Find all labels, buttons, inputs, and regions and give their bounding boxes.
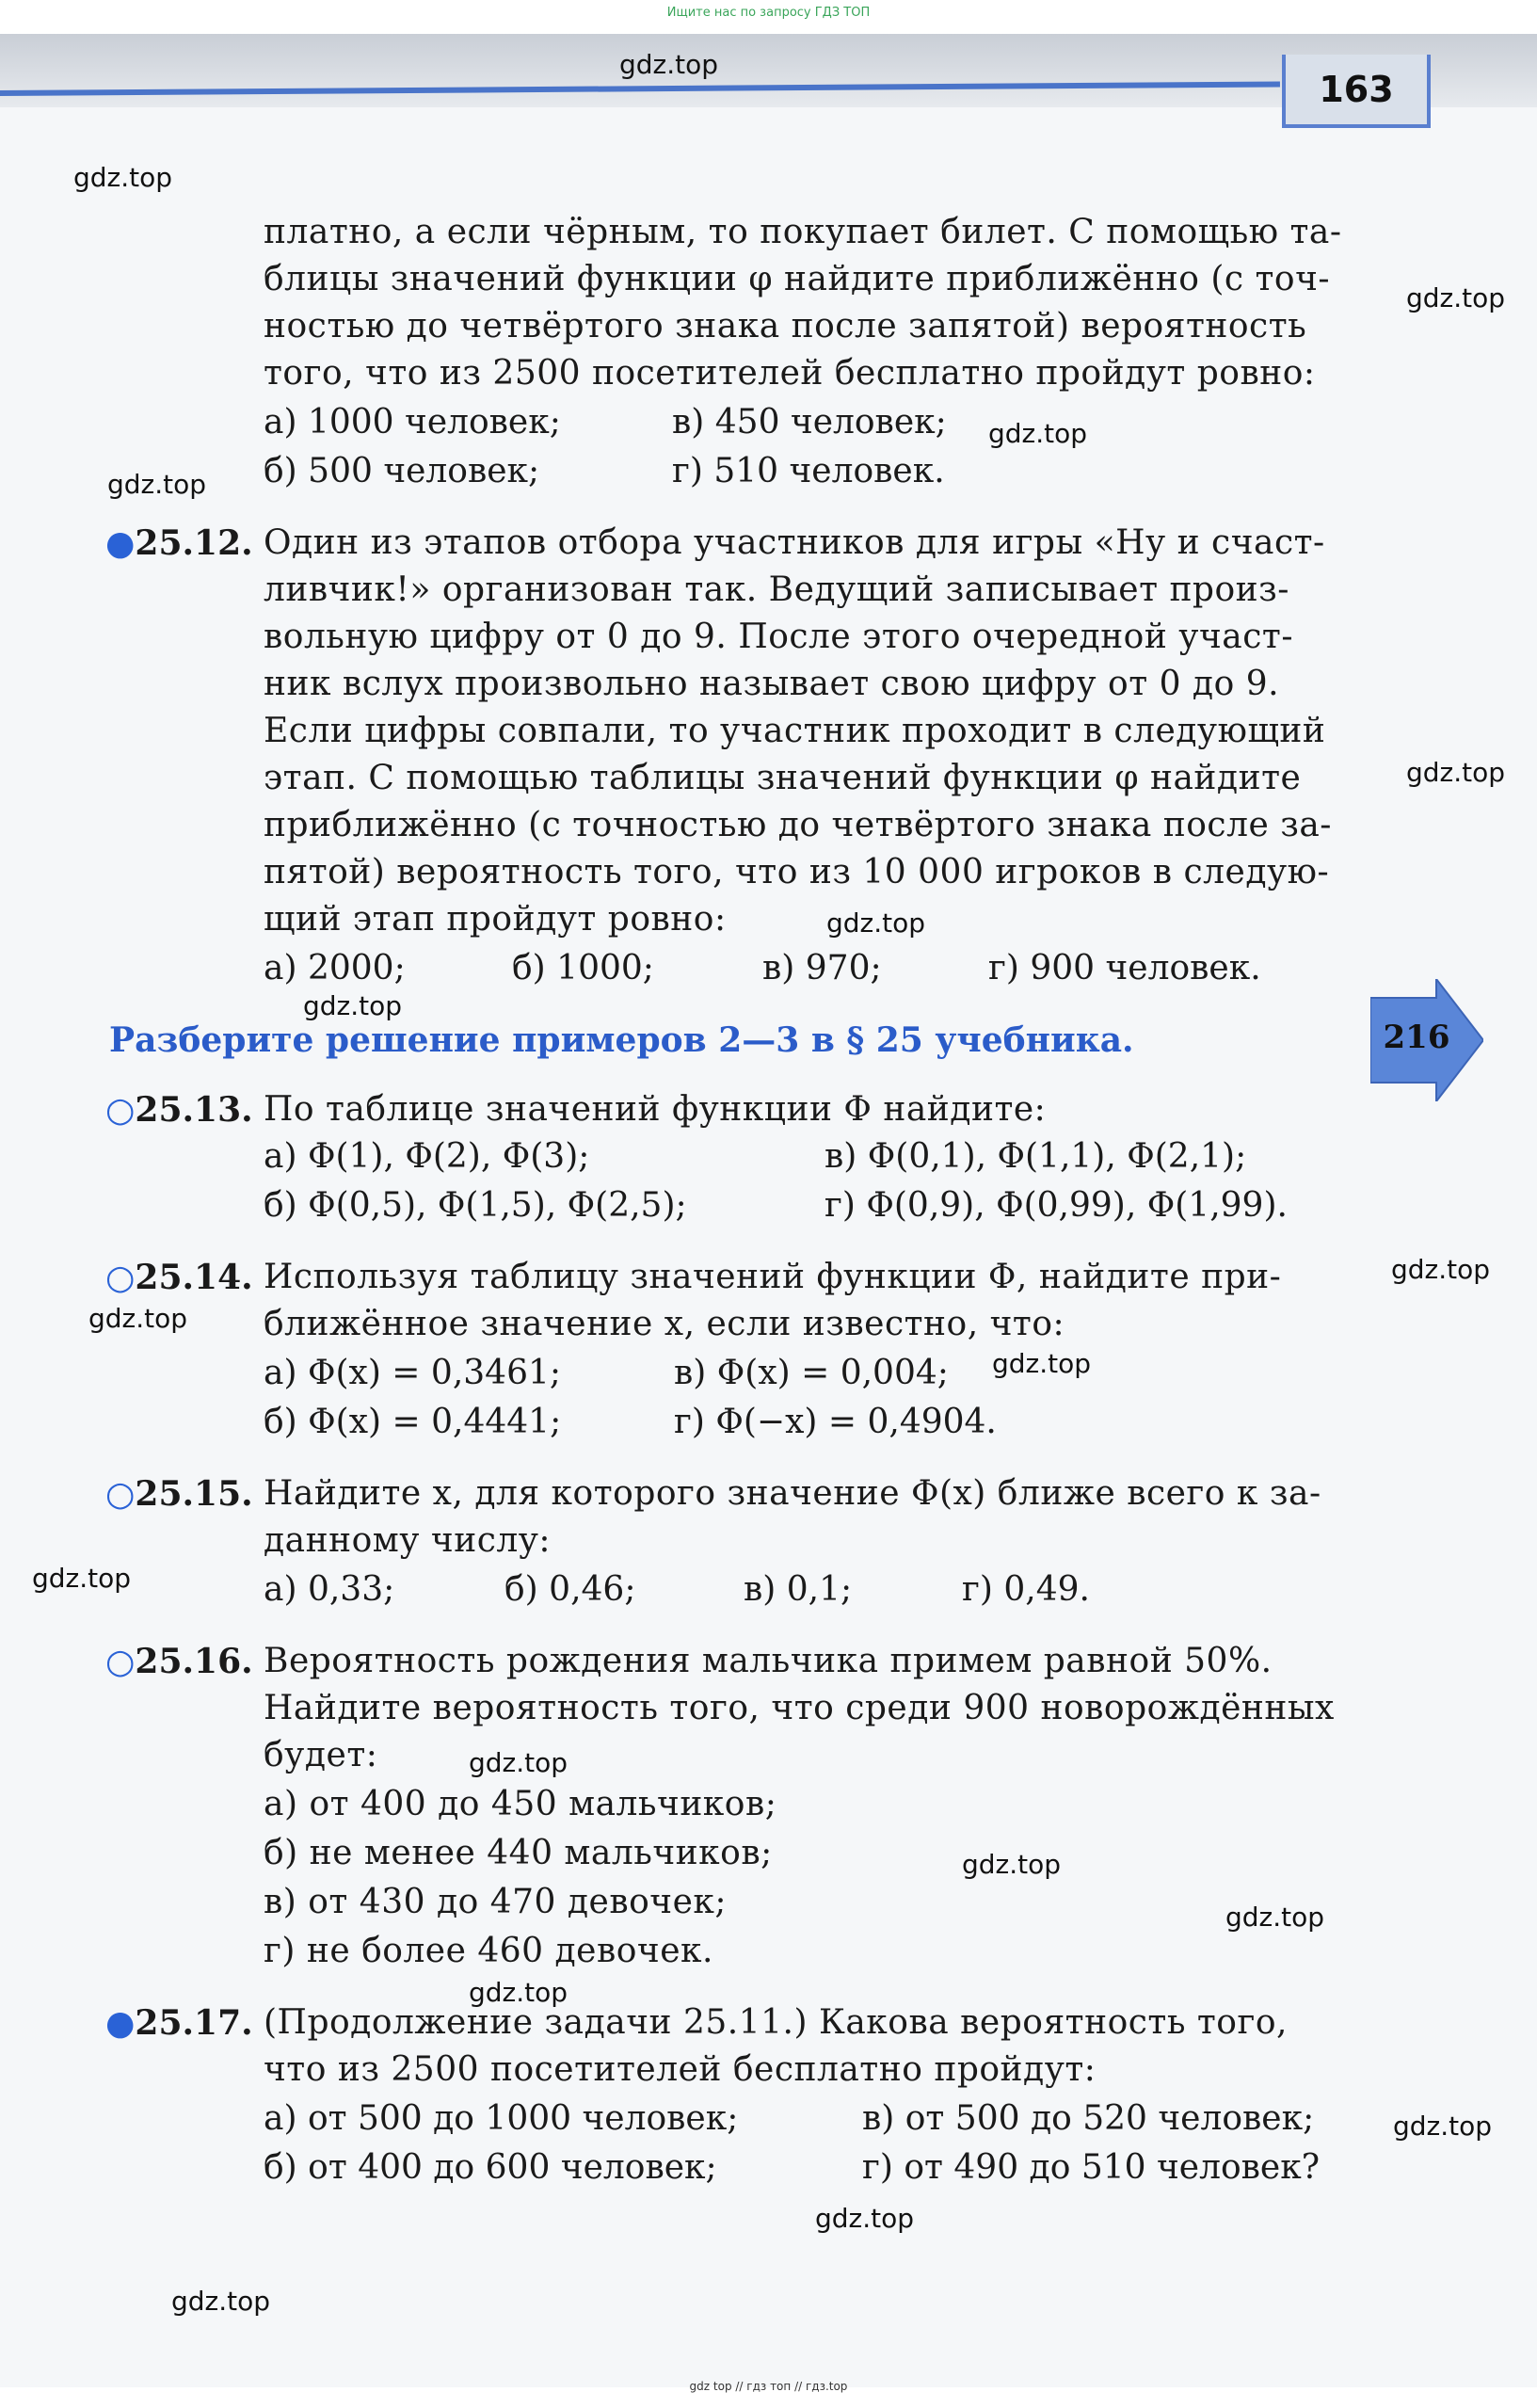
answer-option: в) 970; [762, 949, 882, 987]
answer-option: г) 900 человек. [988, 949, 1261, 987]
answer-option: в) Φ(0,1), Φ(1,1), Φ(2,1); [825, 1137, 1247, 1176]
watermark: gdz.top [32, 1563, 132, 1594]
problem-number-label: 25.14. [135, 1258, 253, 1297]
answer-option: г) от 490 до 510 человек? [862, 2148, 1320, 2187]
text-line: что из 2500 посетителей бесплатно пройдут: [264, 2050, 1097, 2089]
answer-option: б) от 400 до 600 человек; [264, 2148, 717, 2187]
watermark: gdz.top [988, 418, 1088, 449]
reference-arrow [1370, 979, 1483, 1101]
text-line: пятой) вероятность того, что из 10 000 игроков в следую- [264, 853, 1330, 891]
text-line: Используя таблицу значений функции Φ, найдите при- [264, 1258, 1282, 1296]
answer-option: г) Φ(−x) = 0,4904. [674, 1403, 997, 1441]
problem-number [105, 1470, 253, 1518]
watermark: gdz.top [815, 2203, 915, 2234]
text-line: будет: [264, 1736, 378, 1774]
hollow-circle-icon: ○ [105, 1259, 136, 1297]
text-line: ливчик!» организован так. Ведущий записывает произ- [264, 570, 1289, 609]
text-line: По таблице значений функции Φ найдите: [264, 1090, 1047, 1129]
text-line: данному числу: [264, 1521, 552, 1560]
filled-circle-icon: ● [105, 2003, 136, 2043]
answer-option: в) от 430 до 470 девочек; [264, 1883, 728, 1921]
hollow-circle-icon: ○ [105, 1091, 136, 1130]
top-banner[interactable]: Ищите нас по запросу ГДЗ ТОП [666, 6, 871, 20]
answer-option: в) 450 человек; [672, 403, 947, 441]
watermark: gdz.top [88, 1303, 188, 1334]
watermark: gdz.top [469, 1977, 568, 2008]
problem-number-label: 25.16. [135, 1642, 253, 1681]
problem-number [105, 1254, 253, 1302]
hollow-circle-icon: ○ [105, 1643, 136, 1681]
text-line: платно, а если чёрным, то покупает билет. С помощью та- [264, 213, 1342, 251]
answer-option: а) 1000 человек; [264, 403, 561, 441]
answer-option: г) 0,49. [962, 1570, 1090, 1609]
text-line: Найдите вероятность того, что среди 900 новорождённых [264, 1689, 1335, 1727]
watermark: gdz.top [107, 469, 207, 500]
answer-option: а) от 400 до 450 мальчиков; [264, 1785, 777, 1823]
problem-number [105, 1638, 253, 1686]
footer-links[interactable]: gdz top // гдз топ // гдз.top [689, 2380, 848, 2393]
text-line: Найдите x, для которого значение Φ(x) ближе всего к за- [264, 1474, 1321, 1513]
answer-option: а) Φ(1), Φ(2), Φ(3); [264, 1137, 590, 1176]
problem-number-label: 25.17. [135, 2003, 253, 2043]
problem-number-label: 25.13. [135, 1090, 253, 1130]
text-line: того, что из 2500 посетителей бесплатно пройдут ровно: [264, 354, 1316, 393]
problem-number [105, 520, 253, 567]
answer-option: а) от 500 до 1000 человек; [264, 2099, 739, 2138]
text-line: ближённое значение x, если известно, что: [264, 1305, 1065, 1343]
page-number: 163 [1282, 55, 1431, 128]
watermark: gdz.top [1406, 757, 1506, 788]
watermark: gdz.top [992, 1348, 1092, 1379]
text-line: Вероятность рождения мальчика примем равной 50%. [264, 1642, 1273, 1680]
problem-number [105, 1999, 253, 2047]
text-line: Если цифры совпали, то участник проходит в следующий [264, 712, 1326, 750]
text-line: ностью до четвёртого знака после запятой) вероятность [264, 307, 1307, 345]
watermark: gdz.top [469, 1747, 568, 1778]
answer-option: в) от 500 до 520 человек; [862, 2099, 1315, 2138]
answer-option: б) Φ(0,5), Φ(1,5), Φ(2,5); [264, 1186, 687, 1225]
text-line: приближённо (с точностью до четвёртого знака после за- [264, 806, 1332, 844]
answer-option: а) 0,33; [264, 1570, 395, 1609]
section-heading: Разберите решение примеров 2—3 в § 25 учебника. [109, 1020, 1134, 1060]
problem-number-label: 25.12. [135, 523, 253, 563]
answer-option: б) 0,46; [504, 1570, 636, 1609]
watermark: gdz.top [171, 2286, 271, 2317]
text-line: этап. С помощью таблицы значений функции φ найдите [264, 759, 1302, 797]
answer-option: г) не более 460 девочек. [264, 1932, 713, 1970]
text-line: щий этап пройдут ровно: [264, 900, 727, 939]
answer-option: а) 2000; [264, 949, 406, 987]
watermark: gdz.top [1391, 1254, 1491, 1285]
answer-option: б) 1000; [512, 949, 654, 987]
problem-number [105, 1086, 253, 1134]
text-line: ник вслух произвольно называет свою цифру от 0 до 9. [264, 665, 1280, 703]
watermark: gdz.top [73, 162, 173, 193]
watermark: gdz.top [303, 990, 403, 1021]
answer-option: б) не менее 440 мальчиков; [264, 1834, 773, 1872]
watermark: gdz.top [619, 49, 719, 80]
text-line: (Продолжение задачи 25.11.) Какова вероятность того, [264, 2003, 1288, 2042]
problem-number-label: 25.15. [135, 1474, 253, 1514]
answer-option: в) Φ(x) = 0,004; [674, 1354, 949, 1392]
answer-option: в) 0,1; [744, 1570, 853, 1609]
answer-option: б) 500 человек; [264, 452, 540, 490]
answer-option: г) 510 человек. [672, 452, 945, 490]
text-line: вольную цифру от 0 до 9. После этого очередной участ- [264, 618, 1293, 656]
text-line: Один из этапов отбора участников для игры «Ну и счаст- [264, 523, 1325, 562]
watermark: gdz.top [1393, 2111, 1493, 2142]
answer-option: а) Φ(x) = 0,3461; [264, 1354, 562, 1392]
answer-option: б) Φ(x) = 0,4441; [264, 1403, 562, 1441]
answer-option: г) Φ(0,9), Φ(0,99), Φ(1,99). [825, 1186, 1288, 1225]
text-line: блицы значений функции φ найдите приближённо (с точ- [264, 260, 1331, 298]
hollow-circle-icon: ○ [105, 1475, 136, 1514]
reference-page-number: 216 [1383, 1019, 1450, 1056]
filled-circle-icon: ● [105, 523, 136, 563]
watermark: gdz.top [1225, 1902, 1325, 1933]
watermark: gdz.top [1406, 282, 1506, 313]
watermark: gdz.top [962, 1849, 1062, 1880]
watermark: gdz.top [826, 907, 926, 939]
